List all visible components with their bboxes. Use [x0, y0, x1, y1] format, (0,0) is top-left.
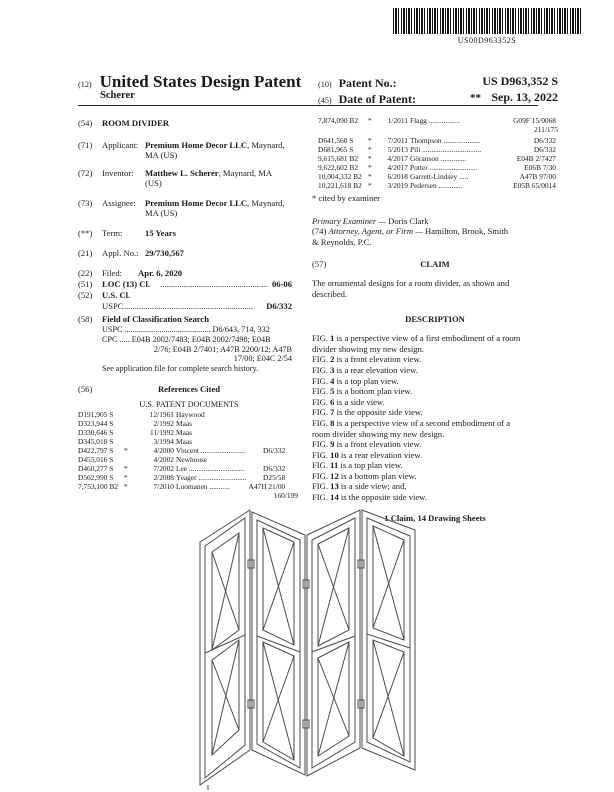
description-line — [312, 386, 558, 397]
applicant-label: Applicant: — [102, 140, 139, 150]
reference-star: * — [124, 464, 128, 473]
fig-prefix: FIG. — [312, 333, 331, 344]
reference-date: 4/2000 — [153, 446, 174, 455]
description-line — [312, 344, 558, 355]
reference-star — [124, 437, 140, 446]
reference-name: Yeager .......................... — [176, 473, 247, 482]
patent-type-line — [78, 72, 301, 92]
search-history-note: See application file for complete search history. — [102, 364, 259, 374]
loc-label: LOC (13) Cl. — [102, 279, 150, 289]
reference-date: 3/2019 — [387, 181, 408, 191]
reference-row — [78, 464, 287, 473]
fig-number: 13 — [330, 481, 339, 492]
reference-num: 10,221,618 B2 — [318, 181, 362, 191]
inid-57: (57) — [312, 259, 327, 270]
reference-cls: D6/332 — [533, 145, 556, 155]
field-52 — [78, 290, 300, 301]
reference-cls — [248, 437, 287, 446]
reference-row — [78, 410, 287, 419]
fig-number: 2 — [330, 354, 335, 365]
uspc-dots: ............................................................ — [124, 301, 253, 311]
reference-name: Vincent ........................ — [176, 446, 246, 455]
description-line — [312, 460, 558, 471]
description-line — [312, 397, 558, 408]
right-ref-cont: 211/175 — [534, 125, 558, 134]
reference-star: * — [368, 145, 372, 155]
fig-prefix: FIG. — [312, 449, 331, 460]
reference-cls: E04B 2/7427 — [516, 154, 556, 164]
claim-text-2: described. — [312, 288, 348, 299]
reference-num: D641,560 S — [318, 136, 354, 146]
fig-number: 10 — [330, 449, 339, 460]
reference-cls: E05B 65/0014 — [513, 181, 556, 191]
reference-date: 1/2011 — [387, 116, 408, 125]
patent-date: Sep. 13, 2022 — [491, 90, 558, 104]
divider-panel-3 — [307, 510, 360, 776]
field-search-body — [78, 325, 300, 374]
hinge-2 — [248, 700, 254, 708]
reference-name: Pedersen ............. — [410, 181, 463, 191]
filed-value: Apr. 6, 2020 — [138, 268, 183, 278]
fig-description: is a top plan view. — [338, 460, 403, 471]
reference-name: Garrett-Lindsey ..... — [410, 172, 469, 182]
reference-name: Maas — [176, 437, 193, 446]
reference-name: Lee .............................. — [176, 464, 245, 473]
description-line — [312, 407, 558, 418]
field-54 — [78, 118, 300, 130]
reference-name: Haywood — [176, 410, 205, 419]
reference-row — [78, 473, 287, 482]
reference-row — [318, 181, 558, 190]
fig-description: is a rear elevation view. — [334, 364, 418, 375]
fig-number: 7 — [330, 407, 335, 418]
fig-prefix: FIG. — [312, 481, 331, 492]
fig-description: room divider showing my new design. — [312, 428, 445, 439]
fig-description: is a perspective view of a first embodiment of a room — [334, 333, 521, 344]
patent-number: US D963,352 S — [482, 74, 558, 88]
description-line — [312, 481, 558, 492]
reference-num: 10,004,332 B2 — [318, 172, 362, 182]
reference-num: D191,905 S — [78, 410, 114, 419]
field-58 — [78, 314, 300, 325]
field-search-cpc-2: 2/76; E04B 2/7401; A47B 2200/12; A47B — [153, 344, 292, 354]
reference-num: D323,944 S — [78, 419, 114, 428]
reference-date: 7/2002 — [153, 464, 174, 473]
inid-58: (58) — [78, 314, 93, 324]
reference-date: 7/2010 — [153, 482, 174, 491]
assignee-label: Assignee: — [102, 198, 136, 208]
reference-num: 9,622,602 B2 — [318, 163, 359, 173]
fig-prefix: FIG. — [312, 364, 331, 375]
inid-54: (54) — [78, 118, 93, 128]
date-star: ** — [470, 92, 481, 104]
inid-51: (51) — [78, 279, 93, 289]
inid-45: (45) — [318, 96, 332, 105]
fig-description: is a side view. — [334, 396, 385, 407]
description-line — [312, 450, 558, 461]
fig-description: is a side view; and, — [338, 481, 407, 492]
reference-name: Newhouse — [176, 455, 208, 464]
reference-name: Göranson .............. — [410, 154, 467, 164]
fig-description: is a rear elevation view. — [338, 449, 423, 460]
reference-date: 2/1992 — [153, 419, 174, 428]
divider-panel-2 — [252, 512, 305, 775]
attorney-name-2: & Reynolds, P.C. — [312, 236, 372, 247]
reference-star: * — [124, 482, 128, 491]
description-list — [312, 333, 558, 503]
right-references — [318, 116, 558, 190]
reference-star: * — [124, 473, 128, 482]
left-ref-cont: 160/199 — [273, 491, 298, 500]
reference-date: 12/1961 — [149, 410, 174, 419]
inventor-label: Inventor: — [102, 168, 134, 178]
room-divider-drawing — [190, 500, 440, 790]
reference-name: Flagg ................. — [410, 116, 461, 125]
reference-date: 4/2017 — [387, 154, 408, 164]
applicant-location-2: MA (US) — [145, 150, 178, 160]
claim-title: CLAIM — [420, 259, 450, 270]
field-22 — [78, 268, 300, 279]
inid-73: (73) — [78, 198, 93, 208]
uspc-label: USPC — [102, 301, 124, 311]
reference-row — [318, 154, 558, 163]
reference-cls: D6/332 — [533, 136, 556, 146]
date-label: Date of Patent: — [338, 92, 416, 106]
reference-num: D455,016 S — [78, 455, 114, 464]
description-line — [312, 471, 558, 482]
description-line — [312, 429, 558, 440]
fig-prefix: FIG. — [312, 460, 331, 471]
reference-cls — [248, 410, 287, 419]
fig-description: is a bottom plan view. — [338, 470, 417, 481]
fig-number: 12 — [330, 470, 339, 481]
reference-cls: D6/332 — [263, 464, 286, 473]
field-56 — [78, 384, 300, 396]
inid-10: (10) — [318, 80, 332, 89]
applicant-name: Premium Home Decor LLC — [145, 140, 248, 150]
reference-num: D562,990 S — [78, 473, 114, 482]
loc-value: 06-06 — [271, 279, 292, 289]
term-label: Term: — [102, 228, 123, 238]
inventor-name: Matthew L. Scherer — [145, 168, 219, 178]
reference-star: * — [368, 163, 372, 173]
right-references-table-1 — [318, 116, 558, 125]
reference-name: Thompson .................... — [410, 136, 481, 146]
reference-star — [124, 419, 140, 428]
reference-cls: A47H 21/00 — [248, 482, 286, 491]
divider-panel-4 — [362, 510, 415, 770]
claim-text: The ornamental designs for a room divider, as shown and — [312, 278, 510, 289]
field-52-uspc — [78, 301, 300, 312]
inventor-location: , Maynard, MA — [218, 168, 273, 178]
fig-prefix: FIG. — [312, 470, 331, 481]
reference-cls: E06B 7/30 — [524, 163, 556, 173]
inid-72: (72) — [78, 168, 93, 178]
title-text: ROOM DIVIDER — [102, 118, 170, 128]
fig-description: is a bottom plan view. — [334, 386, 413, 397]
fig-description: is a top plan view. — [334, 375, 399, 386]
description-line — [312, 333, 558, 344]
fig-prefix: FIG. — [312, 407, 331, 418]
fig-prefix: FIG. — [312, 396, 331, 407]
references-title: References Cited — [157, 383, 221, 394]
reference-num: D460,277 S — [78, 464, 114, 473]
left-references — [78, 410, 300, 500]
field-search-label: Field of Classification Search — [102, 314, 210, 324]
hinge-1 — [248, 560, 254, 568]
assignee-location-2: MA (US) — [145, 208, 178, 218]
description-title: DESCRIPTION — [405, 313, 465, 324]
fig-number: 1 — [330, 333, 335, 344]
fig-description: divider showing my new design. — [312, 343, 424, 354]
patent-type-title: United States Design Patent — [99, 72, 302, 91]
primary-examiner-name: Doris Clark — [388, 215, 429, 226]
reference-row — [78, 455, 287, 464]
applicant-location: , Maynard, — [247, 140, 285, 150]
reference-num: D345,018 S — [78, 437, 114, 446]
left-references-table — [78, 410, 287, 491]
inventor-location-2: (US) — [145, 178, 162, 188]
description-line — [312, 376, 558, 387]
field-71 — [78, 140, 300, 150]
cited-by-examiner: * cited by examiner — [312, 193, 381, 203]
reference-num: D422,797 S — [78, 446, 114, 455]
fig-description: is a front elevation view. — [334, 439, 422, 450]
description-line — [312, 354, 558, 365]
reference-star: * — [368, 136, 372, 146]
reference-cls — [248, 419, 287, 428]
reference-row — [78, 446, 287, 455]
inid-21: (21) — [78, 248, 93, 258]
reference-row — [78, 482, 287, 491]
barcode-number: US00D963352S — [457, 36, 517, 45]
reference-date: 7/2011 — [387, 136, 408, 146]
fig-description: is the opposite side view. — [338, 492, 427, 503]
divider-panel-1 — [200, 510, 250, 790]
reference-num: 7,874,090 B2 — [318, 116, 359, 125]
reference-star — [124, 455, 140, 464]
description-line — [312, 365, 558, 376]
reference-cls: A47B 97/00 — [519, 172, 556, 182]
hinge-6 — [358, 700, 364, 708]
reference-name: Maas — [176, 419, 193, 428]
reference-star: * — [368, 116, 372, 125]
reference-row — [78, 437, 287, 446]
barcode — [393, 8, 581, 34]
attorney-name: Hamilton, Brook, Smith — [425, 226, 509, 237]
inid-74: (74) — [312, 226, 327, 237]
reference-row — [318, 116, 558, 125]
right-references-table-2 — [318, 136, 558, 190]
right-column — [312, 193, 558, 523]
fig-number: 8 — [330, 417, 335, 428]
us-cl-label: U.S. Cl. — [102, 290, 131, 300]
fig-prefix: FIG. — [312, 417, 331, 428]
claim-header — [312, 259, 558, 271]
hinge-4 — [303, 720, 309, 728]
reference-row — [318, 163, 558, 172]
reference-star: * — [124, 446, 128, 455]
field-51 — [78, 279, 300, 290]
attorney-label: Attorney, Agent, or Firm — — [328, 226, 423, 237]
fig-prefix: FIG. — [312, 386, 331, 397]
reference-date: 4/2017 — [387, 163, 408, 173]
fig-description: is a perspective view of a second embodiment of a — [334, 417, 511, 428]
loc-dots: .................................................. — [160, 279, 268, 289]
reference-date: 3/1994 — [153, 437, 174, 446]
reference-num: D330,646 S — [78, 428, 114, 437]
reference-num: 7,753,100 B2 — [78, 482, 119, 491]
reference-num: 9,615,681 B2 — [318, 154, 359, 164]
reference-date: 2/2008 — [153, 473, 174, 482]
reference-cls — [248, 455, 287, 464]
term-value: 15 Years — [145, 228, 176, 238]
filed-label: Filed: — [102, 268, 123, 278]
reference-star — [124, 410, 140, 419]
fig-number: 6 — [330, 396, 335, 407]
fig-prefix: FIG. — [312, 439, 331, 450]
reference-star — [124, 428, 140, 437]
fig-prefix: FIG. — [312, 354, 331, 365]
reference-row — [318, 172, 558, 181]
uspc-value: D6/332 — [266, 301, 292, 311]
inid-22: (22) — [78, 268, 93, 278]
reference-cls: D25/58 — [263, 473, 286, 482]
us-patent-docs-title: U.S. PATENT DOCUMENTS — [139, 399, 239, 409]
reference-date: 5/2013 — [387, 145, 408, 155]
primary-examiner-label: Primary Examiner — — [312, 215, 386, 226]
fig-number: 14 — [330, 492, 339, 503]
reference-cls — [248, 428, 287, 437]
field-73 — [78, 198, 300, 208]
assignee-location: , Maynard, — [247, 198, 285, 208]
field-search-cpc-3: 17/00; E04C 2/54 — [233, 354, 292, 364]
field-72 — [78, 168, 300, 178]
reference-name: Potter .......................... — [410, 163, 478, 173]
fig-description: is the opposite side view. — [334, 407, 423, 418]
field-term — [78, 228, 300, 240]
hinge-5 — [358, 560, 364, 568]
divider-figure — [200, 510, 415, 790]
reference-star: * — [368, 181, 372, 191]
appl-no-label: Appl. No.: — [102, 248, 139, 258]
hinge-3 — [303, 580, 309, 588]
fig-number: 4 — [330, 375, 335, 386]
reference-name: Pili ................................ — [410, 145, 482, 155]
fig-number: 5 — [330, 386, 335, 397]
claims-sheets-summary: 1 Claim, 14 Drawing Sheets — [384, 512, 486, 523]
fig-description: is a front elevation view. — [334, 354, 422, 365]
reference-cls: D6/332 — [263, 446, 286, 455]
inventor-surname: Scherer — [100, 90, 135, 101]
reference-num: D681,965 S — [318, 145, 354, 155]
reference-star: * — [368, 172, 372, 182]
reference-name: Maas — [176, 428, 193, 437]
fig-prefix: FIG. — [312, 375, 331, 386]
inid-56: (56) — [78, 383, 93, 394]
reference-date: 11/1992 — [150, 428, 174, 437]
inid-71: (71) — [78, 140, 93, 150]
reference-row — [78, 419, 287, 428]
field-search-uspc: USPC .......................................... D6/643, 714, 332 — [102, 325, 270, 334]
fig-number: 11 — [330, 460, 339, 471]
reference-cls: G09F 15/0068 — [513, 116, 556, 125]
reference-date: 6/2018 — [387, 172, 408, 182]
description-line — [312, 439, 558, 450]
left-column — [78, 118, 300, 411]
reference-date: 4/2002 — [153, 455, 174, 464]
patent-number-label: Patent No.: — [338, 76, 397, 90]
inid-term: (**) — [78, 228, 93, 238]
assignee-name: Premium Home Decor LLC — [145, 198, 248, 208]
fig-number: 3 — [330, 364, 335, 375]
reference-star: * — [368, 154, 372, 164]
appl-no-value: 29/730,567 — [145, 248, 184, 258]
header-rule — [78, 105, 538, 106]
fig-number: 9 — [330, 439, 335, 450]
reference-row — [318, 145, 558, 154]
description-line — [312, 418, 558, 429]
reference-name: Luomanen ........... — [176, 482, 230, 491]
inid-52: (52) — [78, 290, 93, 300]
field-search-cpc: CPC ..... E04B 2002/7483; E04B 2002/7498; E04B — [102, 334, 271, 344]
reference-row — [318, 136, 558, 145]
fig-prefix: FIG. — [312, 492, 331, 503]
field-21 — [78, 248, 300, 260]
reference-row — [78, 428, 287, 437]
inid-12: (12) — [78, 80, 92, 89]
